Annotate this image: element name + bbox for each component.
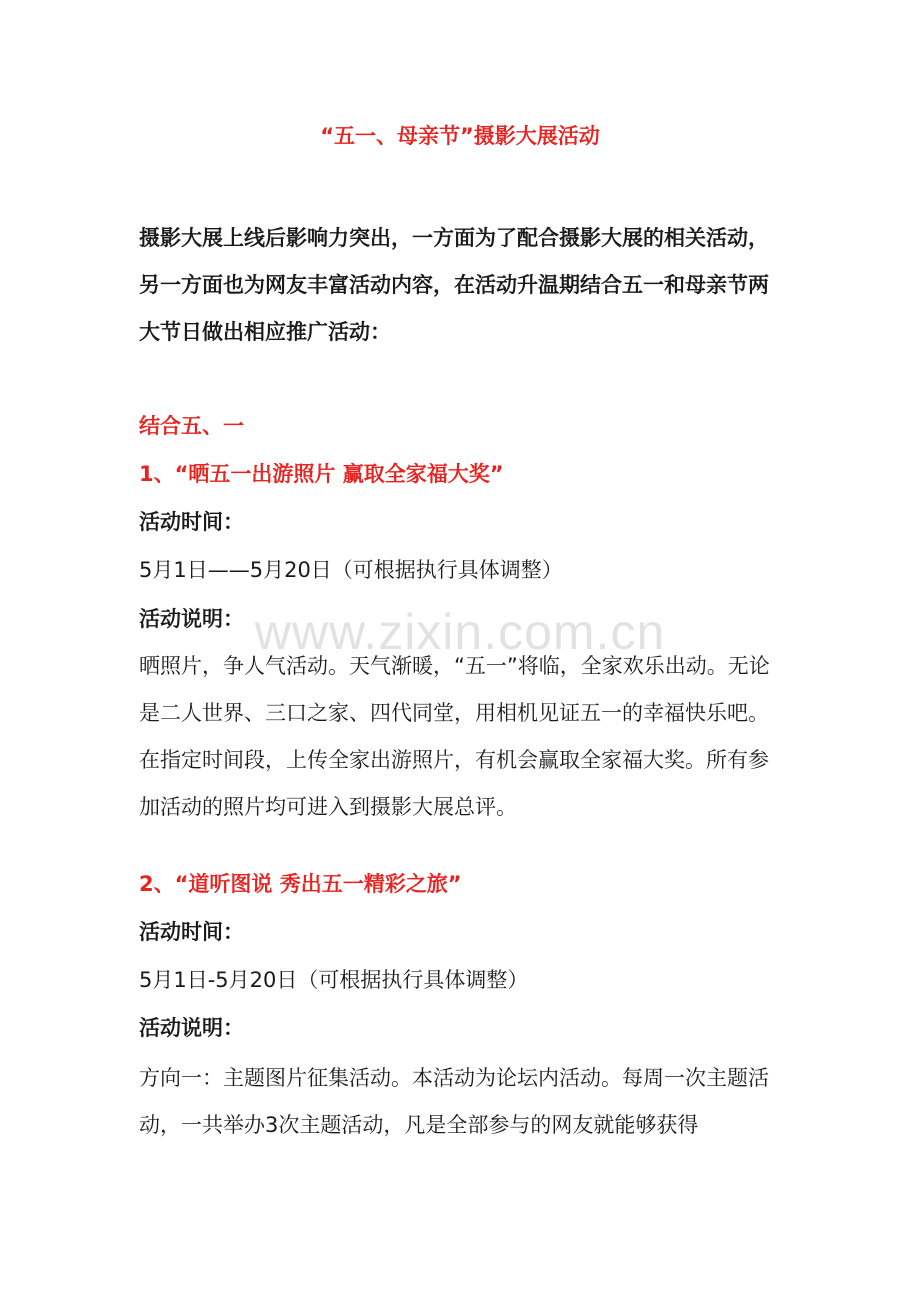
activity2-time-label: 活动时间： [139, 920, 244, 944]
document-title: “五一、母亲节”摄影大展活动 [320, 124, 600, 148]
intro-paragraph: 摄影大展上线后影响力突出，一方面为了配合摄影大展的相关活动，另一方面也为网友丰富活动内容，在活动升温期结合五一和母亲节两大节日做出相应推广活动： [139, 226, 769, 344]
activity1-time-value: 5月1日——5月20日（可根据执行具体调整） [139, 558, 563, 582]
activity1-desc-label: 活动说明： [139, 607, 244, 631]
activity2-desc-text: 方向一：主题图片征集活动。本活动为论坛内活动。每周一次主题活动，一共举办3次主题活动，凡是全部参与的网友就能够获得 [139, 1066, 769, 1137]
activity1-desc-text: 晒照片，争人气活动。天气渐暖，“五一”将临，全家欢乐出动。无论是二人世界、三口之家、四代同堂，用相机见证五一的幸福快乐吧。在指定时间段，上传全家出游照片，有机会赢取全家福大奖。所有参加活动的照片均可进入到摄影大展总评。 [139, 654, 770, 819]
activity1-heading: 1、“晒五一出游照片 赢取全家福大奖” [139, 462, 504, 486]
activity2-time-value: 5月1日-5月20日（可根据执行具体调整） [139, 968, 529, 992]
section-heading: 结合五、一 [139, 414, 244, 438]
activity2-desc-label: 活动说明： [139, 1016, 244, 1040]
watermark: www.zixin.com.cn [254, 604, 666, 660]
activity2-heading: 2、“道听图说 秀出五一精彩之旅” [139, 872, 462, 896]
activity1-time-label: 活动时间： [139, 510, 244, 534]
